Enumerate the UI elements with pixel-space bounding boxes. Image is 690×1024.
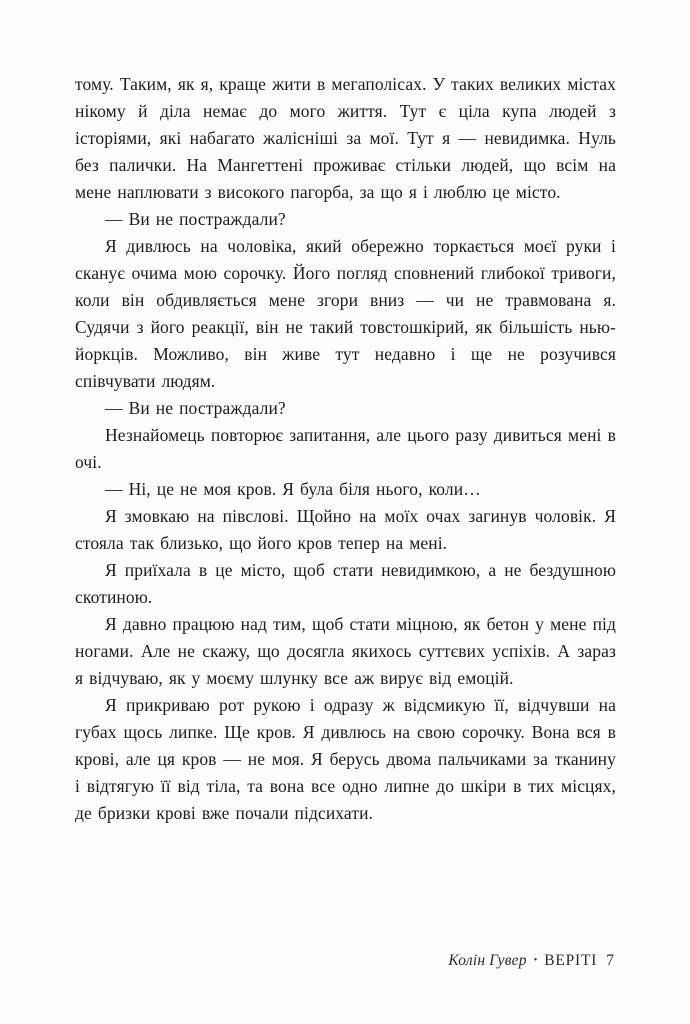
paragraph: Я змовкаю на півслові. Щойно на моїх очах загинув чоловік. Я стояла так близько, що його кров тепер на мені. [75, 506, 616, 553]
paragraph: Я прикриваю рот рукою і одразу ж відсмикую її, відчувши на губах щось липке. Ще кров. Я дивлюсь на свою сорочку. Вона вся в крові, але ця кров — не моя. Я берусь двома пальчиками за тканину і відтягую її від тіла, та вона все одно липне до шкіри в тих місцях, де бризки крові вже почали підсихати. [75, 695, 616, 823]
body-text [75, 71, 616, 827]
dialogue-line: — Ні, це не моя кров. Я була біля нього, коли… [105, 479, 481, 499]
footer-author-name: Колін Гувер [448, 952, 527, 969]
paragraph: Я приїхала в це місто, щоб стати невидимкою, а не бездушною скотиною. [75, 560, 616, 607]
footer-book-title: ВЕРІТІ [544, 952, 598, 969]
paragraph: Я дивлюсь на чоловіка, який обережно торкається моєї руки і сканує очима мою сорочку. Його погляд сповнений глибокої тривоги, коли він обдивляється мене згори вниз — чи не травмована я. Судячи з його реакції, він не такий товстошкірий, як більшість нью-йоркців. Можливо, він живе тут недавно і ще не розучився співчувати людям. [75, 236, 616, 391]
dialogue-line: — Ви не постраждали? [105, 398, 286, 418]
footer-page-number: 7 [606, 952, 614, 969]
dialogue-line: — Ви не постраждали? [105, 209, 286, 229]
paragraph: Незнайомець повторює запитання, але цього разу дивиться мені в очі. [75, 425, 616, 472]
paragraph: тому. Таким, як я, краще жити в мегаполісах. У таких великих містах нікому й діла немає до мого життя. Тут є ціла купа людей з історіями, які набагато жалісніші за мої. Тут я — невидимка. Нуль без палички. На Мангеттені проживає стільки людей, що всім на мене наплювати з високого пагорба, за що я і люблю це місто. [75, 74, 616, 202]
paragraph: Я давно працюю над тим, щоб стати міцною, як бетон у мене під ногами. Але не скажу, що досягла якихось суттєвих успіхів. А зараз я відчуваю, як у моєму шлунку все аж вирує від емоцій. [75, 614, 616, 688]
page-footer [448, 952, 614, 970]
footer-separator-dot: • [533, 955, 538, 966]
